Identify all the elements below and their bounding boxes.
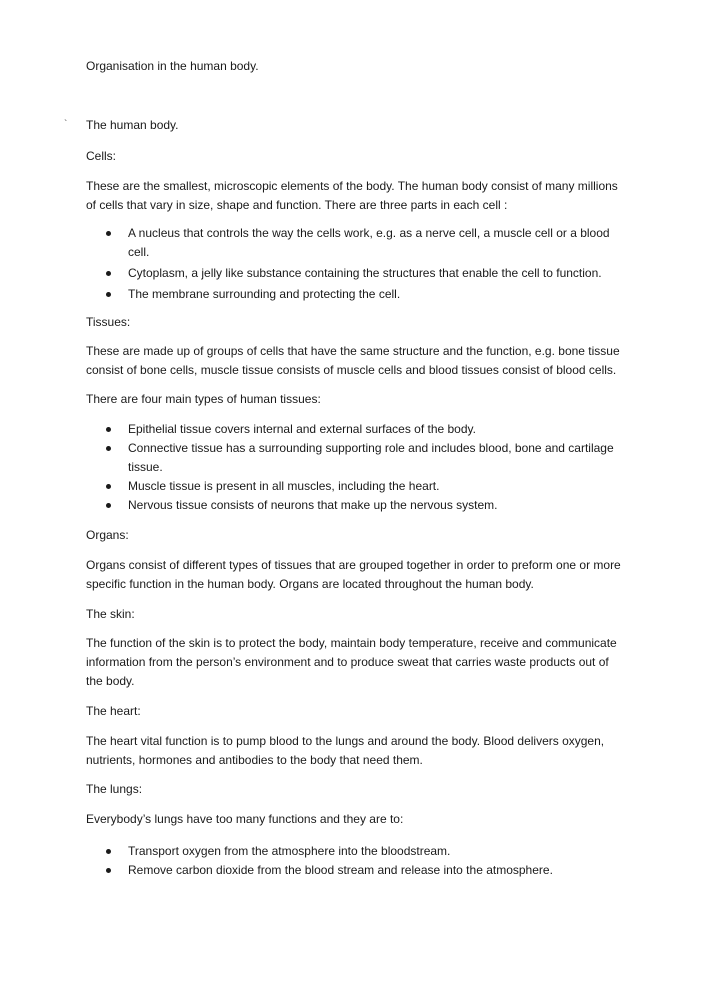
stray-tick-mark: `	[64, 119, 68, 130]
list-item: A nucleus that controls the way the cells work, e.g. as a nerve cell, a muscle cell or a blood cell.	[86, 224, 626, 262]
list-item: Epithelial tissue covers internal and external surfaces of the body.	[86, 420, 626, 439]
tissues-intro: These are made up of groups of cells that have the same structure and the function, e.g. bone tissue consist of bone cells, muscle tissue consists of muscle cells and blood tissues consist of blood cells.	[86, 344, 620, 377]
bullet-icon	[106, 292, 111, 297]
heart-heading: The heart:	[86, 704, 141, 718]
list-item: Transport oxygen from the atmosphere into the bloodstream.	[86, 842, 626, 861]
list-item: Remove carbon dioxide from the blood stream and release into the atmosphere.	[86, 861, 626, 880]
bullet-icon	[106, 484, 111, 489]
lungs-bullet-list	[86, 842, 626, 880]
bullet-icon	[106, 231, 111, 236]
heart-text: The heart vital function is to pump blood to the lungs and around the body. Blood delivers oxygen, nutrients, hormones and antibodies to the body that need them.	[86, 734, 605, 767]
bullet-icon	[106, 849, 111, 854]
cells-intro: These are the smallest, microscopic elements of the body. The human body consist of many millions of cells that vary in size, shape and function. There are three parts in each cell :	[86, 179, 618, 212]
list-item: Muscle tissue is present in all muscles, including the heart.	[86, 477, 626, 496]
bullet-icon	[106, 271, 111, 276]
list-item: The membrane surrounding and protecting the cell.	[86, 285, 626, 304]
tissues-bullet-list	[86, 420, 626, 515]
bullet-icon	[106, 868, 111, 873]
list-item: Nervous tissue consists of neurons that make up the nervous system.	[86, 496, 626, 515]
tissues-types-intro: There are four main types of human tissues:	[86, 392, 321, 406]
organs-heading: Organs:	[86, 528, 129, 542]
organs-text: Organs consist of different types of tissues that are grouped together in order to preform one or more specific function in the human body. Organs are located throughout the human body.	[86, 558, 621, 591]
cells-heading: Cells:	[86, 149, 117, 163]
list-item: Connective tissue has a surrounding supporting role and includes blood, bone and cartilage tissue.	[86, 439, 626, 477]
cells-bullet-list	[86, 224, 626, 304]
skin-heading: The skin:	[86, 607, 135, 621]
section-heading: The human body.	[86, 118, 179, 132]
list-item: Cytoplasm, a jelly like substance containing the structures that enable the cell to function.	[86, 264, 626, 283]
bullet-icon	[106, 427, 111, 432]
bullet-icon	[106, 446, 111, 451]
lungs-intro: Everybody’s lungs have too many functions and they are to:	[86, 812, 404, 826]
document-title: Organisation in the human body.	[86, 59, 259, 73]
lungs-heading: The lungs:	[86, 782, 143, 796]
bullet-icon	[106, 503, 111, 508]
tissues-heading: Tissues:	[86, 315, 131, 329]
skin-text: The function of the skin is to protect the body, maintain body temperature, receive and communicate information from the person’s environment and to produce sweat that carries waste products out of the body.	[86, 636, 617, 688]
